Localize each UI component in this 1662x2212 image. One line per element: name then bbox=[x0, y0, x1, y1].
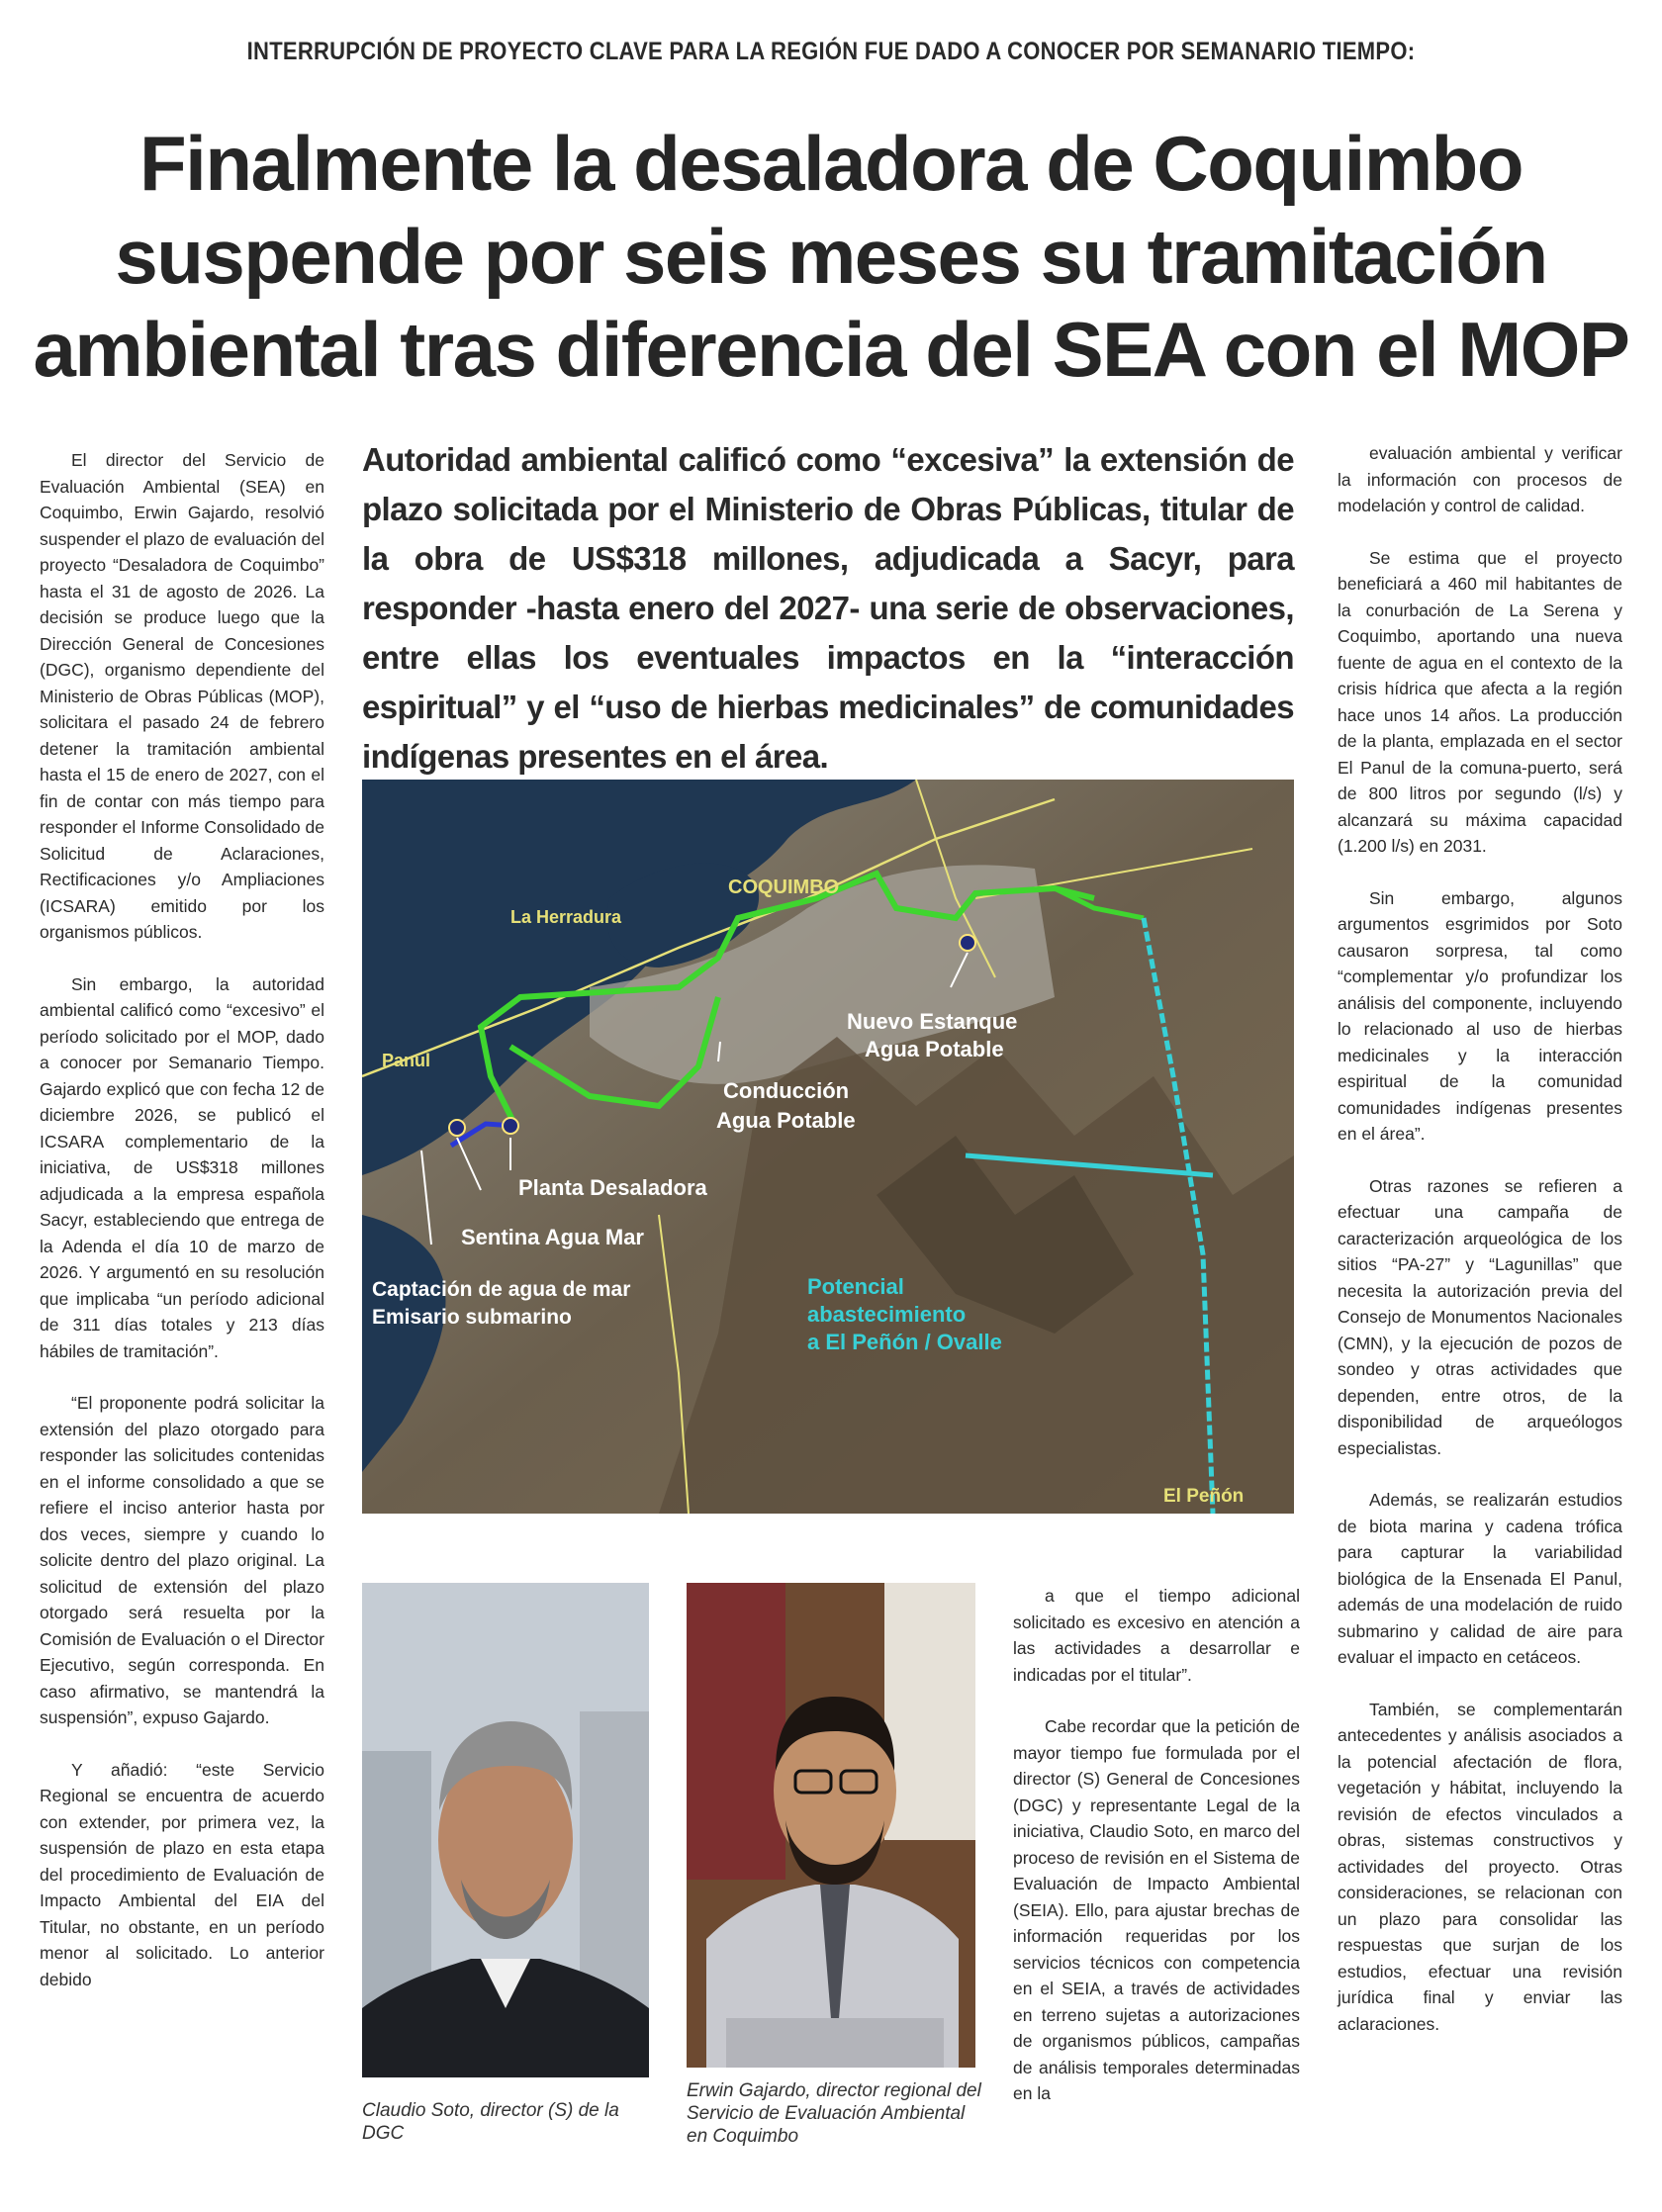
label-planta: Planta Desaladora bbox=[518, 1175, 707, 1200]
label-estanque-2: Agua Potable bbox=[865, 1037, 1004, 1061]
paragraph: Se estima que el proyecto beneficiará a 460 mil habitantes de la conurbación de La Serena y Coquimbo, aportando una nueva fuente de agua en el contexto de la crisis hídrica que afecta a la región hace unos 14 años. La producción de la planta, emplazada en el sector El Panul de la comuna-puerto, será de 800 litros por segundo (l/s) y alcanzará su máxima capacidad (1.200 l/s) en 2031. bbox=[1338, 547, 1622, 856]
body-column-1 bbox=[40, 447, 324, 2018]
portrait-graphic bbox=[687, 1583, 975, 2068]
portrait-graphic bbox=[362, 1583, 649, 2077]
tank-point bbox=[960, 935, 975, 951]
caption-erwin-gajardo: Erwin Gajardo, director regional del Servicio de Evaluación Ambiental en Coquimbo bbox=[687, 2080, 981, 2147]
headline: Finalmente la desaladora de Coquimbo suspende por seis meses su tramitación ambiental tras diferencia del SEA con el MOP bbox=[33, 120, 1629, 393]
label-sentina: Sentina Agua Mar bbox=[461, 1225, 644, 1249]
paragraph: Otras razones se refieren a efectuar una campaña de caracterización arqueológica de los sitios “PA-27” y “Lagunillas” que necesita la autorización previa del Consejo de Monumentos Nacionales (CMN), y la ejecución de pozos de sondeo y otras actividades que dependen, entre otros, de la disponibilidad de arqueólogos especialistas. bbox=[1338, 1175, 1622, 1458]
label-captacion-1: Captación de agua de mar bbox=[372, 1278, 631, 1301]
paragraph: Sin embargo, la autoridad ambiental calificó como “excesivo” el período solicitado por el MOP, dado a conocer por Semanario Tiempo. Gajardo explicó que con fecha 12 de diciembre 2026, se publicó el ICSARA complementario de la iniciativa, de US$318 millones adjudicada a la empresa española Sacyr, estableciendo que entrega de la Adenda el día 10 de marzo de 2026. Y argumentó en su resolución que implicaba “un período adicional de 311 días totales y 213 días hábiles de tramitación”. bbox=[40, 973, 324, 1361]
label-potencial-3: a El Peñón / Ovalle bbox=[807, 1330, 1002, 1354]
paragraph: “El proponente podrá solicitar la extensión del plazo otorgado para responder las solicitudes contenidas en el informe consolidado a que se refiere el inciso anterior hasta por dos veces, siempre y cuando lo solicite dentro del plazo original. La solicitud de extensión del plazo otorgado será resuelta por la Comisión de Evaluación o el Director Ejecutivo, según corresponda. En caso afirmativo, se mantendrá la suspensión”, expuso Gajardo. bbox=[40, 1393, 324, 1727]
label-estanque-1: Nuevo Estanque bbox=[847, 1009, 1018, 1034]
paragraph: Cabe recordar que la petición de mayor tiempo fue formulada por el director (S) General de Concesiones (DGC) y representante Legal de la iniciativa, Claudio Soto, en marco del proceso de revisión en el Sistema de Evaluación de Impacto Ambiental (SEIA). Ello, para ajustar brechas de información requeridas por los servicios técnicos con competencia en el SEIA, a través de actividades en terreno sujetas a autorizaciones de organismos públicos, campañas de análisis temporales determinadas en la bbox=[1013, 1716, 1300, 2103]
project-map bbox=[362, 780, 1294, 1514]
label-la-herradura: La Herradura bbox=[510, 907, 622, 927]
paragraph: También, se complementarán antecedentes y análisis asociados a la potencial afectación de flora, vegetación y hábitat, incluyendo la revisión de efectos vinculados a obras, sistemas constructivos y actividades del proyecto. Otras consideraciones, se relacionan con un plazo para consolidar las respuestas que surjan de los estudios, efectuar una revisión jurídica final y enviar las aclaraciones. bbox=[1338, 1699, 1622, 2034]
paragraph: Y añadió: “este Servicio Regional se encuentra de acuerdo con extender, por primera vez, la suspensión de plazo en esta etapa del procedimiento de Evaluación de Impacto Ambiental del EIA del Titular, no obstante, en un período menor al solicitado. Lo anterior debido bbox=[40, 1759, 324, 1989]
photo-erwin-gajardo bbox=[687, 1583, 975, 2068]
photo-claudio-soto bbox=[362, 1583, 649, 2077]
body-column-3 bbox=[1013, 1583, 1300, 2133]
label-captacion-2: Emisario submarino bbox=[372, 1306, 572, 1329]
paragraph: Además, se realizarán estudios de biota marina y cadena trófica para capturar la variabilidad biológica de la Ensenada El Panul, además de una modelación de ruido submarino y calidad de aire para evaluar el impacto en cetáceos. bbox=[1338, 1490, 1622, 1667]
label-potencial-2: abastecimiento bbox=[807, 1302, 967, 1327]
paragraph: evaluación ambiental y verificar la información con procesos de modelación y control de calidad. bbox=[1338, 443, 1622, 515]
paragraph: a que el tiempo adicional solicitado es excesivo en atención a las actividades a desarrollar e indicadas por el titular”. bbox=[1013, 1586, 1300, 1685]
label-el-penon: El Peñón bbox=[1163, 1486, 1245, 1507]
map-graphic bbox=[362, 780, 1294, 1514]
caption-claudio-soto: Claudio Soto, director (S) de la DGC bbox=[362, 2100, 619, 2144]
label-conduccion-2: Agua Potable bbox=[716, 1108, 856, 1133]
plant-point bbox=[503, 1118, 518, 1134]
label-potencial-1: Potencial bbox=[807, 1274, 904, 1299]
label-conduccion-1: Conducción bbox=[723, 1078, 850, 1103]
kicker: INTERRUPCIÓN DE PROYECTO CLAVE PARA LA REGIÓN FUE DADO A CONOCER POR SEMANARIO TIEMPO: bbox=[246, 38, 1416, 65]
body-column-4 bbox=[1338, 440, 1622, 2063]
label-coquimbo: COQUIMBO bbox=[728, 876, 840, 898]
lead-paragraph: Autoridad ambiental calificó como “excesiva” la extensión de plazo solicitada por el Ministerio de Obras Públicas, titular de la obra de US$318 millones, adjudicada a Sacyr, para responder -hasta enero del 2027- una serie de observaciones, entre ellas los eventuales impactos en la “interacción espiritual” y el “uso de hierbas medicinales” de comunidades indígenas presentes en el área. bbox=[362, 441, 1294, 775]
paragraph: Sin embargo, algunos argumentos esgrimidos por Soto causaron sorpresa, tal como “complementar y/o profundizar los análisis del componente, incluyendo lo relacionado al uso de hierbas medicinales y la interacción espiritual de la comunidad comunidades indígenas presentes en el área”. bbox=[1338, 887, 1622, 1144]
label-panul: Panul bbox=[382, 1051, 431, 1070]
sentina-point bbox=[449, 1120, 465, 1136]
paragraph: El director del Servicio de Evaluación Ambiental (SEA) en Coquimbo, Erwin Gajardo, resolvió suspender el plazo de evaluación del proyecto “Desaladora de Coquimbo” hasta el 31 de agosto de 2026. La decisión se produce luego que la Dirección General de Concesiones (DGC), organismo dependiente del Ministerio de Obras Públicas (MOP), solicitara el pasado 24 de febrero detener la tramitación ambiental hasta el 15 de enero de 2027, con el fin de contar con más tiempo para responder el Informe Consolidado de Solicitud de Aclaraciones, Rectificaciones y/o Ampliaciones (ICSARA) emitido por los organismos públicos. bbox=[40, 450, 324, 942]
